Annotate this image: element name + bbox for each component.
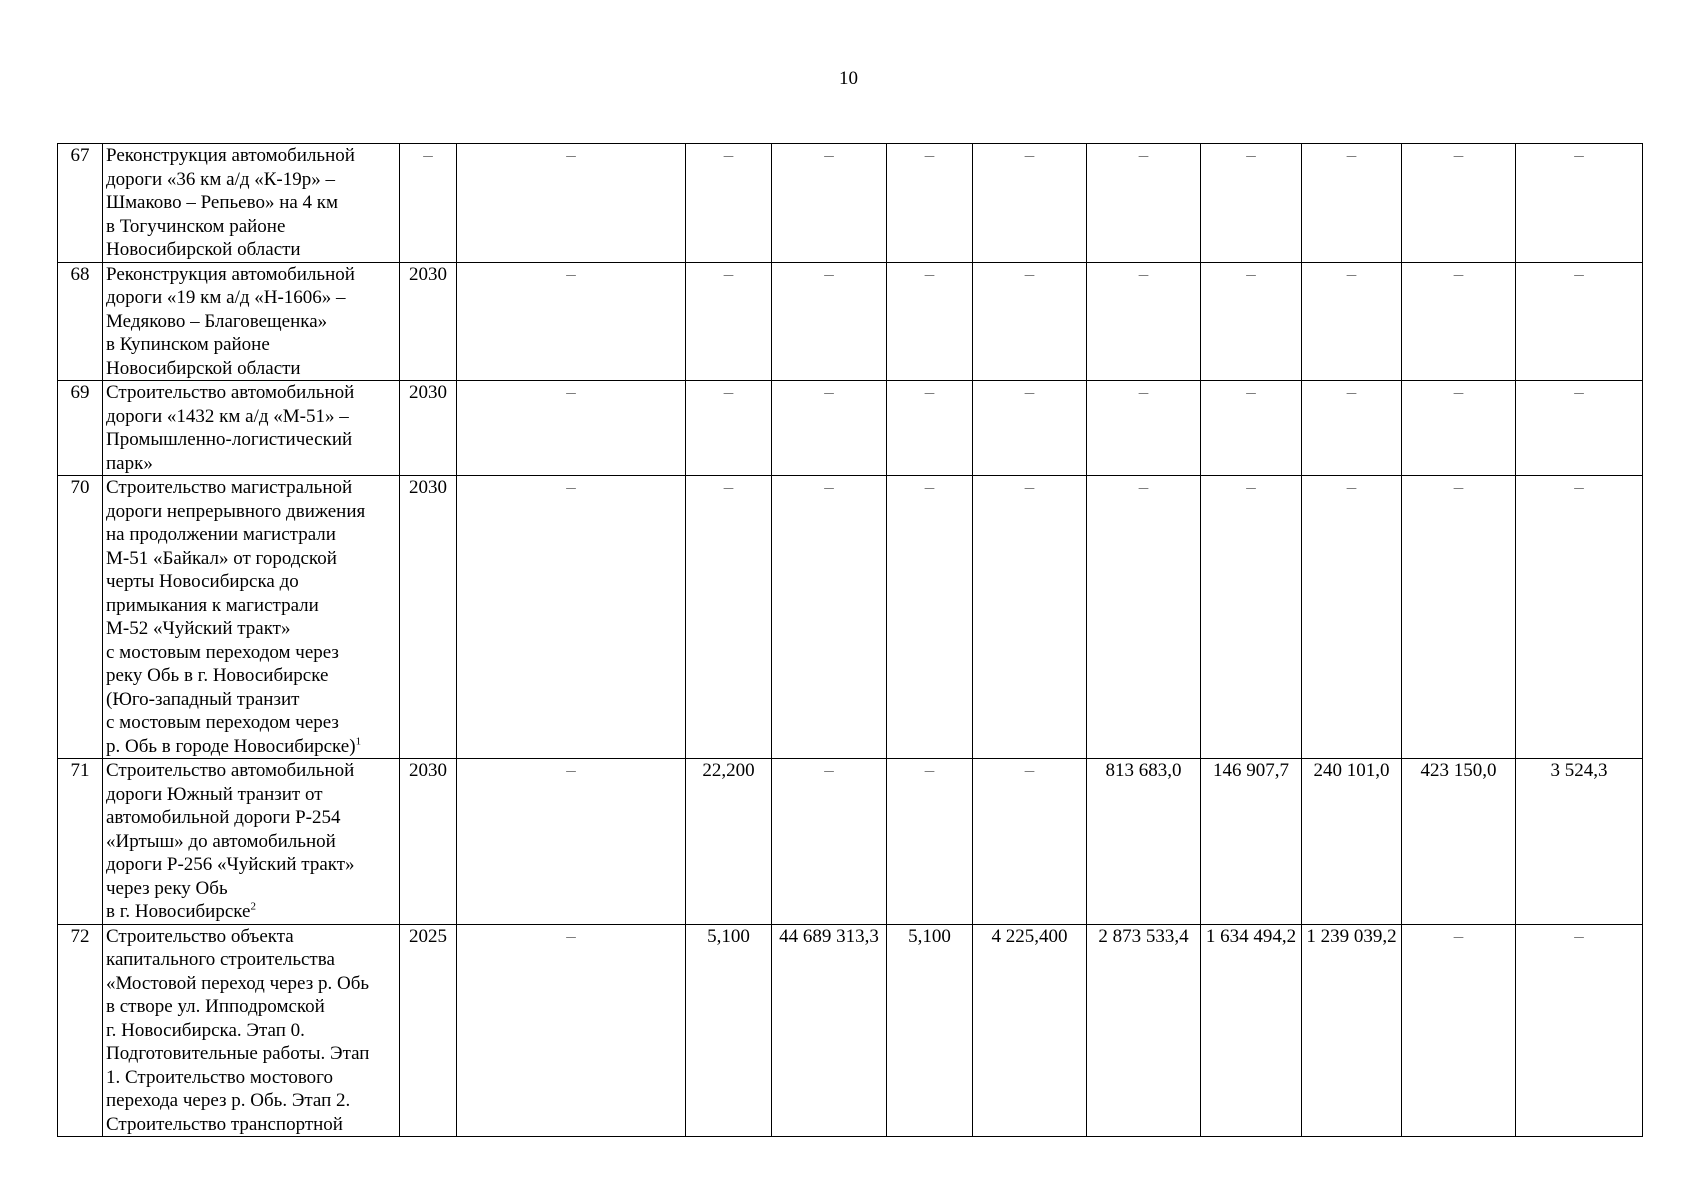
value-cell: – bbox=[686, 144, 772, 263]
object-name-text: через реку Обь bbox=[106, 877, 228, 899]
object-name-text: Строительство автомобильной bbox=[106, 382, 355, 403]
object-name bbox=[103, 476, 400, 759]
object-name-line bbox=[106, 735, 396, 759]
object-name-line bbox=[106, 759, 396, 783]
object-name-text: с мостовым переходом через bbox=[106, 712, 339, 733]
value-cell: – bbox=[1402, 924, 1516, 1137]
value-cell: – bbox=[1402, 262, 1516, 381]
value-cell: – bbox=[772, 144, 887, 263]
object-name-line bbox=[106, 925, 396, 949]
value-cell: – bbox=[1302, 144, 1402, 263]
object-name-line bbox=[106, 877, 396, 901]
object-name-line bbox=[106, 617, 396, 641]
object-name-text: на продолжении магистрали bbox=[106, 524, 336, 545]
object-name-line bbox=[106, 168, 396, 192]
object-name-line bbox=[106, 570, 396, 594]
object-name-text: «Мостовой переход через р. Обь bbox=[106, 972, 370, 994]
object-name-line bbox=[106, 381, 396, 405]
value-cell: 423 150,0 bbox=[1402, 759, 1516, 925]
object-name-text: Подготовительные работы. Этап bbox=[106, 1043, 370, 1064]
value-cell: – bbox=[1201, 476, 1302, 759]
object-name-text: капитального строительства bbox=[106, 949, 335, 970]
value-cell: – bbox=[1201, 144, 1302, 263]
value-cell: 146 907,7 bbox=[1201, 759, 1302, 925]
completion-year: 2025 bbox=[400, 924, 457, 1137]
object-name-line bbox=[106, 830, 396, 854]
object-name-text: парк» bbox=[106, 452, 153, 474]
object-name-line bbox=[106, 215, 396, 239]
value-cell: – bbox=[1087, 262, 1201, 381]
object-name bbox=[103, 924, 400, 1137]
value-cell: – bbox=[1201, 262, 1302, 381]
value-cell: – bbox=[1516, 924, 1643, 1137]
object-name-line bbox=[106, 1066, 396, 1090]
object-name bbox=[103, 262, 400, 381]
object-name-text: перехода через р. Обь. Этап 2. bbox=[106, 1090, 351, 1111]
object-name-line bbox=[106, 286, 396, 310]
value-cell: – bbox=[1516, 476, 1643, 759]
value-cell: – bbox=[973, 262, 1087, 381]
object-name-text: с мостовым переходом через bbox=[106, 641, 339, 663]
value-cell: – bbox=[1302, 476, 1402, 759]
object-name-text: дороги «19 км а/д «Н-1606» – bbox=[106, 287, 346, 308]
object-name-text: М-51 «Байкал» от городской bbox=[106, 547, 337, 569]
value-cell: – bbox=[457, 144, 686, 263]
object-name-text: р. Обь в городе Новосибирске) bbox=[106, 735, 356, 757]
value-cell: – bbox=[772, 759, 887, 925]
object-name-line bbox=[106, 191, 396, 215]
value-cell: – bbox=[973, 476, 1087, 759]
value-cell: 3 524,3 bbox=[1516, 759, 1643, 925]
value-cell: – bbox=[887, 262, 973, 381]
value-cell: 22,200 bbox=[686, 759, 772, 925]
projects-table bbox=[57, 143, 1643, 1137]
object-name-text: дороги Южный транзит от bbox=[106, 783, 323, 805]
object-name-text: Строительство автомобильной bbox=[106, 760, 355, 781]
value-cell: – bbox=[457, 381, 686, 476]
object-name-text: Реконструкция автомобильной bbox=[106, 263, 355, 285]
value-cell: – bbox=[772, 381, 887, 476]
object-name-line bbox=[106, 500, 396, 524]
object-name-line bbox=[106, 523, 396, 547]
value-cell: – bbox=[457, 476, 686, 759]
object-name-line bbox=[106, 783, 396, 807]
object-name-line bbox=[106, 664, 396, 688]
object-name-line bbox=[106, 711, 396, 735]
object-name-line bbox=[106, 238, 396, 262]
value-cell: – bbox=[1087, 381, 1201, 476]
object-name bbox=[103, 381, 400, 476]
object-name-text: Медяково – Благовещенка» bbox=[106, 310, 328, 332]
object-name-text: автомобильной дороги Р-254 bbox=[106, 807, 341, 828]
value-cell: – bbox=[1516, 262, 1643, 381]
value-cell: – bbox=[1402, 476, 1516, 759]
row-number: 71 bbox=[58, 759, 103, 925]
table-row bbox=[58, 759, 1643, 925]
object-name-text: г. Новосибирска. Этап 0. bbox=[106, 1019, 305, 1041]
object-name-line bbox=[106, 1019, 396, 1043]
object-name-line bbox=[106, 688, 396, 712]
row-number: 72 bbox=[58, 924, 103, 1137]
object-name-line bbox=[106, 263, 396, 287]
object-name-line bbox=[106, 310, 396, 334]
completion-year: 2030 bbox=[400, 476, 457, 759]
object-name-text: дороги «36 км а/д «К-19р» – bbox=[106, 168, 336, 190]
completion-year: 2030 bbox=[400, 759, 457, 925]
object-name-line bbox=[106, 405, 396, 429]
object-name-text: дороги непрерывного движения bbox=[106, 500, 366, 522]
object-name bbox=[103, 759, 400, 925]
object-name-line bbox=[106, 1042, 396, 1066]
object-name-text: Промышленно-логистический bbox=[106, 429, 353, 450]
completion-year: – bbox=[400, 144, 457, 263]
object-name bbox=[103, 144, 400, 263]
object-name-text: Строительство объекта bbox=[106, 925, 294, 947]
value-cell: – bbox=[887, 759, 973, 925]
object-name-text: примыкания к магистрали bbox=[106, 594, 319, 616]
row-number: 70 bbox=[58, 476, 103, 759]
value-cell: 4 225,400 bbox=[973, 924, 1087, 1137]
value-cell: 1 634 494,2 bbox=[1201, 924, 1302, 1137]
value-cell: – bbox=[1302, 262, 1402, 381]
object-name-line bbox=[106, 594, 396, 618]
value-cell: – bbox=[457, 759, 686, 925]
value-cell: 813 683,0 bbox=[1087, 759, 1201, 925]
object-name-line bbox=[106, 547, 396, 571]
value-cell: 5,100 bbox=[686, 924, 772, 1137]
object-name-text: Строительство магистральной bbox=[106, 477, 353, 498]
value-cell: – bbox=[457, 924, 686, 1137]
object-name-line bbox=[106, 1089, 396, 1113]
object-name-text: в Купинском районе bbox=[106, 334, 270, 355]
table-row bbox=[58, 924, 1643, 1137]
value-cell: 240 101,0 bbox=[1302, 759, 1402, 925]
object-name-line bbox=[106, 853, 396, 877]
value-cell: – bbox=[1516, 381, 1643, 476]
value-cell: – bbox=[887, 381, 973, 476]
object-name-line bbox=[106, 972, 396, 996]
object-name-text: «Иртыш» до автомобильной bbox=[106, 830, 336, 852]
page-number: 10 bbox=[839, 68, 858, 89]
object-name-text: дороги «1432 км а/д «М-51» – bbox=[106, 405, 349, 427]
footnote-marker: 2 bbox=[250, 900, 256, 913]
value-cell: 5,100 bbox=[887, 924, 973, 1137]
object-name-text: М-52 «Чуйский тракт» bbox=[106, 618, 291, 639]
row-number: 68 bbox=[58, 262, 103, 381]
value-cell: – bbox=[1516, 144, 1643, 263]
object-name-text: в створе ул. Ипподромской bbox=[106, 996, 325, 1017]
object-name-line bbox=[106, 144, 396, 168]
value-cell: – bbox=[686, 476, 772, 759]
object-name-text: в Тогучинском районе bbox=[106, 215, 286, 237]
object-name-text: Строительство транспортной bbox=[106, 1113, 343, 1135]
completion-year: 2030 bbox=[400, 381, 457, 476]
row-number: 69 bbox=[58, 381, 103, 476]
object-name-line bbox=[106, 476, 396, 500]
value-cell: – bbox=[1402, 381, 1516, 476]
object-name-text: Новосибирской области bbox=[106, 239, 301, 260]
object-name-text: реку Обь в г. Новосибирске bbox=[106, 665, 329, 686]
completion-year: 2030 bbox=[400, 262, 457, 381]
value-cell: – bbox=[1402, 144, 1516, 263]
table-row bbox=[58, 381, 1643, 476]
object-name-text: в г. Новосибирске bbox=[106, 901, 251, 922]
value-cell: – bbox=[686, 381, 772, 476]
value-cell: – bbox=[973, 381, 1087, 476]
value-cell: – bbox=[1087, 476, 1201, 759]
value-cell: – bbox=[973, 144, 1087, 263]
object-name-line bbox=[106, 948, 396, 972]
object-name-line bbox=[106, 1113, 396, 1137]
value-cell: – bbox=[887, 144, 973, 263]
footnote-marker: 1 bbox=[355, 735, 362, 748]
object-name-line bbox=[106, 641, 396, 665]
value-cell: – bbox=[772, 262, 887, 381]
table-row bbox=[58, 262, 1643, 381]
object-name-text: Шмаково – Репьево» на 4 км bbox=[106, 192, 339, 213]
table-row bbox=[58, 144, 1643, 263]
value-cell: 1 239 039,2 bbox=[1302, 924, 1402, 1137]
object-name-line bbox=[106, 357, 396, 381]
value-cell: – bbox=[973, 759, 1087, 925]
value-cell: – bbox=[457, 262, 686, 381]
object-name-text: дороги Р-256 «Чуйский тракт» bbox=[106, 854, 355, 875]
value-cell: – bbox=[1201, 381, 1302, 476]
object-name-text: 1. Строительство мостового bbox=[106, 1066, 333, 1088]
object-name-line bbox=[106, 428, 396, 452]
object-name-line bbox=[106, 452, 396, 476]
value-cell: 2 873 533,4 bbox=[1087, 924, 1201, 1137]
value-cell: – bbox=[1087, 144, 1201, 263]
object-name-text: Реконструкция автомобильной bbox=[106, 145, 355, 166]
table-body bbox=[58, 144, 1643, 1137]
object-name-line bbox=[106, 900, 396, 924]
value-cell: – bbox=[772, 476, 887, 759]
object-name-line bbox=[106, 806, 396, 830]
object-name-text: черты Новосибирска до bbox=[106, 571, 299, 592]
value-cell: 44 689 313,3 bbox=[772, 924, 887, 1137]
object-name-text: (Юго-западный транзит bbox=[106, 688, 300, 710]
value-cell: – bbox=[1302, 381, 1402, 476]
table-row bbox=[58, 476, 1643, 759]
value-cell: – bbox=[887, 476, 973, 759]
value-cell: – bbox=[686, 262, 772, 381]
object-name-line bbox=[106, 333, 396, 357]
object-name-line bbox=[106, 995, 396, 1019]
object-name-text: Новосибирской области bbox=[106, 357, 301, 379]
row-number: 67 bbox=[58, 144, 103, 263]
